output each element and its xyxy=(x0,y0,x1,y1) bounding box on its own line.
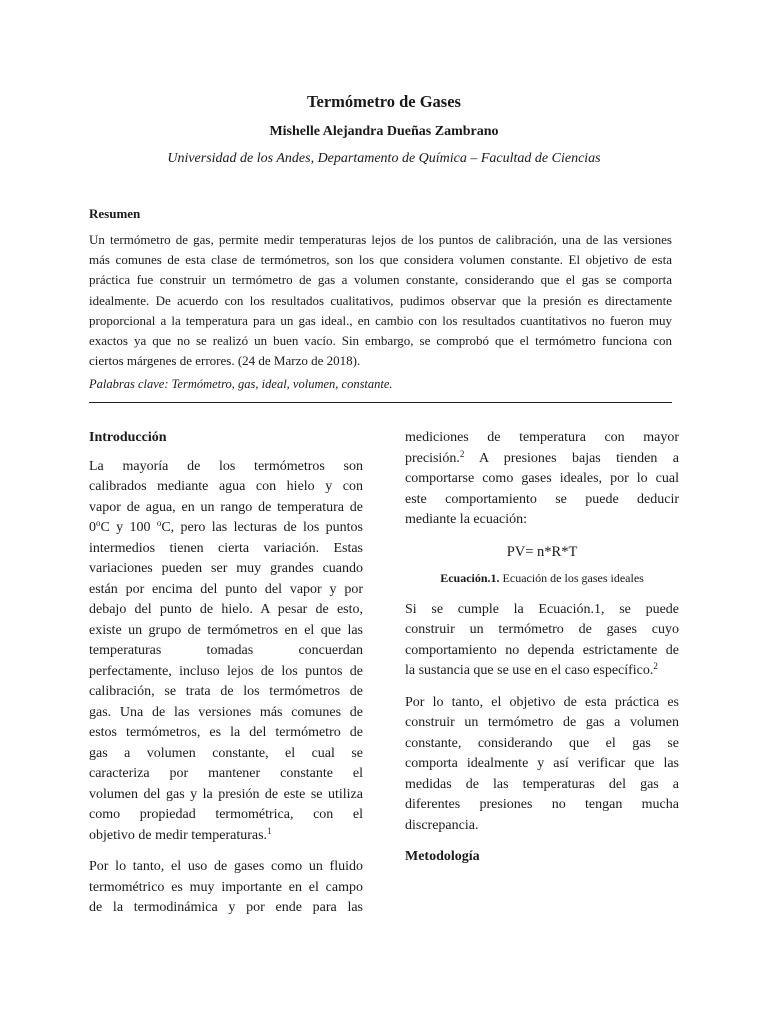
abstract-line: práctica fue construir un termómetro de gas a volumen constante, considerando que el gas se comporta xyxy=(89,272,672,288)
text-line: medidas de las temperaturas del gas a xyxy=(405,776,679,792)
text-fragment: precisión. xyxy=(405,450,460,466)
abstract-line: idealmente. De acuerdo con los resultados cualitativos, pudimos observar que la presión es directamente xyxy=(89,292,672,308)
text-line: este comportamiento se puede deducir xyxy=(405,491,679,507)
text-line: volumen del gas y la presión de este se utiliza xyxy=(89,786,363,802)
equation-label: Ecuación.1. xyxy=(440,571,500,585)
text-line: comportamiento no dependa estrictamente de xyxy=(405,642,679,658)
text-line: Por lo tanto, el uso de gases como un fluido xyxy=(89,859,363,874)
equation-caption xyxy=(405,568,679,589)
text-line xyxy=(89,518,363,539)
text-line: como propiedad termométrica, con el xyxy=(89,807,363,822)
affiliation: Universidad de los Andes, Departamento de Química – Facultad de Ciencias xyxy=(167,151,601,166)
text-line: perfectamente, incluso lejos de los puntos de xyxy=(89,663,363,679)
section-divider xyxy=(89,402,672,403)
abstract-line: ciertos márgenes de errores. (24 de Marzo de 2018). xyxy=(89,353,361,369)
text-fragment: A presiones bajas tienden a xyxy=(464,450,679,466)
text-line: termométrico es muy importante en el campo xyxy=(89,879,363,895)
equation: PV= n*R*T xyxy=(506,543,578,560)
abstract-line: más comunes de esta clase de termómetros, son los que considera volumen constante. El objetivo de esta xyxy=(89,252,672,268)
text-line: construir un termómetro de gases cuyo xyxy=(405,622,679,637)
text-line: constante, considerando que el gas se xyxy=(405,735,679,751)
text-fragment: C y 100 xyxy=(100,520,157,535)
text-line: gas a volumen constante, el cual se xyxy=(89,745,363,761)
abstract-section xyxy=(89,206,672,392)
reference-marker: 1 xyxy=(267,825,272,836)
degree-sign: o xyxy=(96,518,101,528)
text-fragment: C, pero las lecturas de los puntos xyxy=(161,520,363,535)
text-line: están por encima del punto del vapor y por xyxy=(89,581,363,597)
keywords: Palabras clave: Termómetro, gas, ideal, volumen, constante. xyxy=(89,377,393,392)
text-line xyxy=(405,661,679,682)
left-column xyxy=(89,428,363,930)
abstract-heading: Resumen xyxy=(89,206,141,221)
intro-paragraph-1 xyxy=(89,457,363,847)
author-name: Mishelle Alejandra Dueñas Zambrano xyxy=(269,124,499,139)
text-line xyxy=(405,449,679,470)
equation-caption-text: Ecuación de los gases ideales xyxy=(499,571,644,585)
text-line: discrepancia. xyxy=(405,817,479,833)
text-line: temperaturas tomadas concuerdan xyxy=(89,643,363,658)
text-line: debajo del punto de hielo. A pesar de esto, xyxy=(89,602,363,617)
text-fragment: la sustancia que se use en el caso específico. xyxy=(405,663,654,678)
right-paragraph-2 xyxy=(405,600,679,682)
reference-marker: 2 xyxy=(459,448,465,459)
text-line: variaciones pueden ser muy grandes cuando xyxy=(89,561,363,576)
introduction-heading: Introducción xyxy=(89,430,167,445)
text-line: comporta idealmente y así verificar que las xyxy=(405,756,679,771)
abstract-text xyxy=(89,230,672,371)
reference-marker: 2 xyxy=(653,661,658,671)
abstract-line: proporcional a la temperatura para un gas ideal., en cambio con los resultados cuantitativos no fueron muy xyxy=(89,312,672,328)
text-line: Si se cumple la Ecuación.1, se puede xyxy=(405,601,679,617)
text-line: estos termómetros, es la del termómetro de xyxy=(89,725,363,740)
text-line: existe un grupo de termómetros en el que las xyxy=(89,622,363,638)
paper-title: Termómetro de Gases xyxy=(307,92,461,111)
text-line: calibración, se trata de los termómetros de xyxy=(89,684,363,699)
abstract-line: exactos ya que no se realizó un buen vacío. Sin embargo, se comprobó que el termómetro funciona con xyxy=(89,333,672,349)
text-fragment: 0 xyxy=(89,520,96,535)
text-line: vapor de agua, en un rango de temperatura de xyxy=(89,499,363,515)
right-paragraph-1 xyxy=(405,428,679,531)
text-line: diferentes presiones no tengan mucha xyxy=(405,797,679,812)
right-column xyxy=(405,428,679,876)
text-line: mediciones de temperatura con mayor xyxy=(405,430,679,445)
text-line xyxy=(89,826,363,847)
text-line: calibrados mediante agua con hielo y con xyxy=(89,479,363,494)
abstract-line: Un termómetro de gas, permite medir temperaturas lejos de los puntos de calibración, una de las versiones xyxy=(89,232,672,247)
degree-sign: o xyxy=(156,518,162,528)
text-line: mediante la ecuación: xyxy=(405,512,528,527)
text-line: intermedios tienen cierta variación. Estas xyxy=(89,540,363,556)
text-line: gas. Una de las versiones más comunes de xyxy=(89,704,363,720)
intro-paragraph-2 xyxy=(89,857,363,919)
text-line: La mayoría de los termómetros son xyxy=(89,458,363,474)
text-line: caracteriza por mantener constante el xyxy=(89,766,363,781)
text-line: de la termodinámica y por ende para las xyxy=(89,900,363,915)
text-line: Por lo tanto, el objetivo de esta práctica es xyxy=(405,694,679,710)
text-line: construir un termómetro de gas a volumen xyxy=(405,715,679,730)
right-paragraph-3 xyxy=(405,693,679,837)
methodology-heading: Metodología xyxy=(405,849,480,864)
text-fragment: objetivo de medir temperaturas. xyxy=(89,827,268,843)
text-line: comportarse como gases ideales, por lo cual xyxy=(405,471,679,486)
